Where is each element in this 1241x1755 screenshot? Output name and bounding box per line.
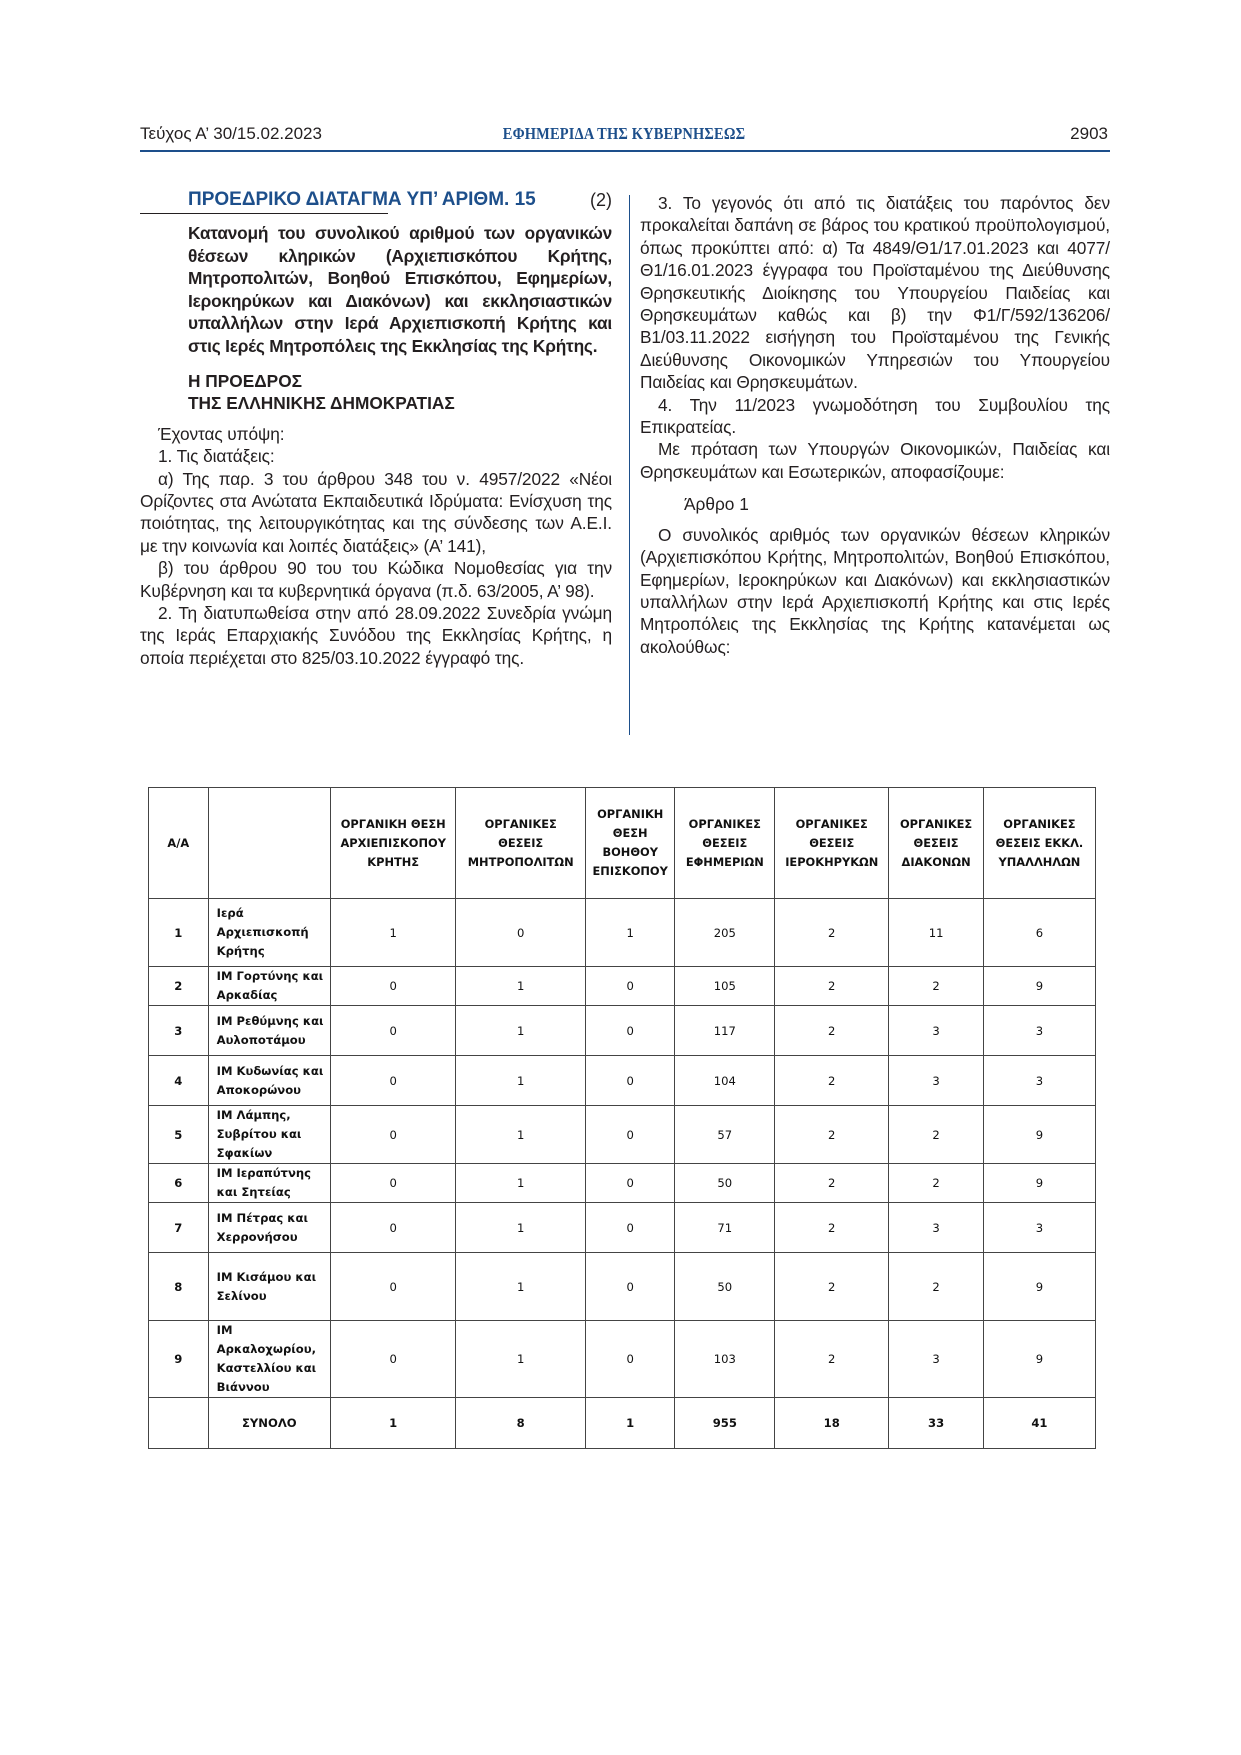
- left-column: [140, 188, 612, 669]
- cell-archbishop: 0: [330, 1253, 455, 1321]
- president-heading: [188, 370, 612, 415]
- table-row: [149, 1006, 1096, 1056]
- decree-title: [188, 188, 612, 214]
- header-archbishop: ΟΡΓΑΝΙΚΗ ΘΕΣΗ ΑΡΧΙΕΠΙΣΚΟΠΟΥ ΚΡΗΤΗΣ: [330, 788, 455, 899]
- right-column: [640, 192, 1110, 658]
- decree-title-text: ΠΡΟΕΔΡΙΚΟ ΔΙΑΤΑΓΜΑ ΥΠ’ ΑΡΙΘΜ. 15: [188, 189, 536, 210]
- cell-preachers: 2: [775, 1203, 889, 1253]
- cell-aa: 1: [149, 899, 209, 967]
- cell-priests: 57: [675, 1106, 775, 1164]
- header-employees: ΟΡΓΑΝΙΚΕΣ ΘΕΣΕΙΣ ΕΚΚΛ. ΥΠΑΛΛΗΛΩΝ: [983, 788, 1095, 899]
- total-cell-auxiliary-bishop: 1: [585, 1398, 674, 1449]
- cell-name: ΙΜ Ιεραπύτνης και Σητείας: [208, 1164, 330, 1203]
- article-text: Ο συνολικός αριθμός των οργανικών θέσεων κληρικών (Αρχιεπισκόπου Κρήτης, Μητροπολιτών, Βοηθού Επισκόπου, Εφημερίων, Ιεροκηρύκων και Διακόνων) και εκκλησιαστικών υπαλλήλων στην Ιερά Αρχιεπισκοπή Κρήτης και στις Ιερές Μητροπόλεις της Εκκλησίας της Κρήτης κατανέμεται ως ακολούθως:: [640, 524, 1110, 657]
- header-aa: Α/Α: [149, 788, 209, 899]
- cell-employees: 9: [983, 1253, 1095, 1321]
- cell-priests: 104: [675, 1056, 775, 1106]
- cell-name: ΙΜ Κυδωνίας και Αποκορώνου: [208, 1056, 330, 1106]
- cell-aa: 2: [149, 967, 209, 1006]
- cell-priests: 205: [675, 899, 775, 967]
- cell-metropolitans: 1: [456, 1006, 586, 1056]
- cell-deacons: 11: [889, 899, 984, 967]
- cell-priests: 50: [675, 1253, 775, 1321]
- cell-preachers: 2: [775, 1056, 889, 1106]
- cell-aa: 7: [149, 1203, 209, 1253]
- cell-aa: 8: [149, 1253, 209, 1321]
- table-row: [149, 1203, 1096, 1253]
- cell-employees: 3: [983, 1056, 1095, 1106]
- table-row: [149, 1164, 1096, 1203]
- cell-employees: 9: [983, 1106, 1095, 1164]
- table-row: [149, 1106, 1096, 1164]
- cell-name: ΙΜ Αρκαλοχωρίου, Καστελλίου και Βιάννου: [208, 1321, 330, 1398]
- table-row: [149, 1253, 1096, 1321]
- cell-aa: 4: [149, 1056, 209, 1106]
- total-cell-deacons: 33: [889, 1398, 984, 1449]
- cell-metropolitans: 0: [456, 899, 586, 967]
- cell-name: ΙΜ Πέτρας και Χερρονήσου: [208, 1203, 330, 1253]
- cell-preachers: 2: [775, 1164, 889, 1203]
- column-divider: [629, 195, 630, 735]
- cell-archbishop: 0: [330, 1321, 455, 1398]
- cell-deacons: 3: [889, 1006, 984, 1056]
- cell-preachers: 2: [775, 1006, 889, 1056]
- paragraph: 1. Τις διατάξεις:: [158, 446, 275, 467]
- president-line-1: Η ΠΡΟΕΔΡΟΣ: [188, 370, 303, 391]
- cell-employees: 3: [983, 1006, 1095, 1056]
- table-row: [149, 967, 1096, 1006]
- cell-auxiliary-bishop: 0: [585, 1164, 674, 1203]
- cell-archbishop: 0: [330, 1006, 455, 1056]
- total-cell-archbishop: 1: [330, 1398, 455, 1449]
- cell-auxiliary-bishop: 0: [585, 1253, 674, 1321]
- cell-auxiliary-bishop: 0: [585, 967, 674, 1006]
- cell-metropolitans: 1: [456, 1203, 586, 1253]
- total-cell-preachers: 18: [775, 1398, 889, 1449]
- table-row: [149, 899, 1096, 967]
- total-cell-priests: 955: [675, 1398, 775, 1449]
- decree-number-marker: (2): [590, 190, 612, 210]
- cell-preachers: 2: [775, 899, 889, 967]
- cell-metropolitans: 1: [456, 1106, 586, 1164]
- cell-auxiliary-bishop: 0: [585, 1006, 674, 1056]
- header-priests: ΟΡΓΑΝΙΚΕΣ ΘΕΣΕΙΣ ΕΦΗΜΕΡΙΩΝ: [675, 788, 775, 899]
- cell-metropolitans: 1: [456, 1321, 586, 1398]
- cell-employees: 9: [983, 1164, 1095, 1203]
- cell-priests: 105: [675, 967, 775, 1006]
- paragraph: β) του άρθρου 90 του του Κώδικα Νομοθεσίας για την Κυβέρνηση και τα κυβερνητικά όργανα (π.δ. 63/2005, Α’ 98).: [140, 558, 612, 601]
- cell-deacons: 2: [889, 1253, 984, 1321]
- cell-auxiliary-bishop: 1: [585, 899, 674, 967]
- header-name: [208, 788, 330, 899]
- issue-label: Τεύχος Α’ 30/15.02.2023: [140, 124, 322, 143]
- page-number: 2903: [1070, 124, 1108, 143]
- header-preachers: ΟΡΓΑΝΙΚΕΣ ΘΕΣΕΙΣ ΙΕΡΟΚΗΡΥΚΩΝ: [775, 788, 889, 899]
- header-auxiliary-bishop: ΟΡΓΑΝΙΚΗ ΘΕΣΗ ΒΟΗΘΟΥ ΕΠΙΣΚΟΠΟΥ: [585, 788, 674, 899]
- cell-priests: 103: [675, 1321, 775, 1398]
- paragraph: 3. Το γεγονός ότι από τις διατάξεις του παρόντος δεν προκαλείται δαπάνη σε βάρος του κρατικού προϋπολογισμού, όπως προκύπτει από: α) Τα 4849/Θ1/17.01.2023 και 4077/Θ1/16.01.2023 έγγραφα του Προϊσταμένου της Διεύθυνσης Θρησκευτικής Διοίκησης του Υπουργείου Παιδείας και Θρησκευμάτων καθώς και β) την Φ1/Γ/592/136206/Β1/03.11.2022 εισήγηση του Προϊσταμένου της Γενικής Διεύθυνσης Οικονομικών Υπηρεσιών του Υπουργείου Παιδείας και Θρησκευμάτων.: [640, 193, 1110, 393]
- table-row: [149, 1056, 1096, 1106]
- cell-name: ΙΜ Λάμπης, Συβρίτου και Σφακίων: [208, 1106, 330, 1164]
- gazette-title: ΕΦΗΜΕΡΙΔΑ ΤΗΣ ΚΥΒΕΡΝΗΣΕΩΣ: [502, 124, 746, 143]
- decree-subject: Κατανομή του συνολικού αριθμού των οργανικών θέσεων κληρικών (Αρχιεπισκόπου Κρήτης, Μητροπολιτών, Βοηθού Επισκόπου, Εφημερίων, Ιεροκηρύκων και Διακόνων) και εκκλησιαστικών υπαλλήλων στην Ιερά Αρχιεπισκοπή Κρήτης και στις Ιερές Μητροπόλεις της Εκκλησίας της Κρήτης.: [188, 223, 612, 356]
- cell-aa: 9: [149, 1321, 209, 1398]
- table-row: [149, 1321, 1096, 1398]
- allocation-table: [148, 787, 1096, 1449]
- header-rule: [140, 150, 1110, 152]
- cell-priests: 50: [675, 1164, 775, 1203]
- cell-employees: 9: [983, 967, 1095, 1006]
- total-cell-metropolitans: 8: [456, 1398, 586, 1449]
- cell-metropolitans: 1: [456, 1056, 586, 1106]
- article-heading: Άρθρο 1: [684, 494, 749, 515]
- cell-aa: 6: [149, 1164, 209, 1203]
- cell-auxiliary-bishop: 0: [585, 1203, 674, 1253]
- cell-auxiliary-bishop: 0: [585, 1321, 674, 1398]
- total-cell-employees: 41: [983, 1398, 1095, 1449]
- total-cell-name: ΣΥΝΟΛΟ: [208, 1398, 330, 1449]
- cell-archbishop: 0: [330, 1056, 455, 1106]
- cell-deacons: 2: [889, 1164, 984, 1203]
- page-header: [140, 124, 1108, 148]
- cell-name: Ιερά Αρχιεπισκοπή Κρήτης: [208, 899, 330, 967]
- paragraph: Με πρόταση των Υπουργών Οικονομικών, Παιδείας και Θρησκευμάτων και Εσωτερικών, αποφασίζουμε:: [640, 439, 1110, 482]
- paragraph: 2. Τη διατυπωθείσα στην από 28.09.2022 Συνεδρία γνώμη της Ιεράς Επαρχιακής Συνόδου της Εκκλησίας Κρήτης, η οποία περιέχεται στο 825/03.10.2022 έγγραφό της.: [140, 603, 612, 668]
- table-total-row: [149, 1398, 1096, 1449]
- cell-aa: 5: [149, 1106, 209, 1164]
- cell-deacons: 3: [889, 1321, 984, 1398]
- cell-preachers: 2: [775, 1106, 889, 1164]
- cell-preachers: 2: [775, 1321, 889, 1398]
- total-cell-aa: [149, 1398, 209, 1449]
- cell-auxiliary-bishop: 0: [585, 1056, 674, 1106]
- cell-archbishop: 0: [330, 1164, 455, 1203]
- header-deacons: ΟΡΓΑΝΙΚΕΣ ΘΕΣΕΙΣ ΔΙΑΚΟΝΩΝ: [889, 788, 984, 899]
- cell-auxiliary-bishop: 0: [585, 1106, 674, 1164]
- cell-archbishop: 0: [330, 1203, 455, 1253]
- cell-metropolitans: 1: [456, 1164, 586, 1203]
- cell-deacons: 2: [889, 967, 984, 1006]
- cell-preachers: 2: [775, 967, 889, 1006]
- cell-name: ΙΜ Κισάμου και Σελίνου: [208, 1253, 330, 1321]
- cell-metropolitans: 1: [456, 967, 586, 1006]
- cell-deacons: 3: [889, 1056, 984, 1106]
- cell-archbishop: 0: [330, 1106, 455, 1164]
- cell-deacons: 2: [889, 1106, 984, 1164]
- paragraph: Έχοντας υπόψη:: [158, 423, 285, 444]
- cell-priests: 117: [675, 1006, 775, 1056]
- cell-name: ΙΜ Ρεθύμνης και Αυλοποτάμου: [208, 1006, 330, 1056]
- cell-employees: 9: [983, 1321, 1095, 1398]
- header-metropolitans: ΟΡΓΑΝΙΚΕΣ ΘΕΣΕΙΣ ΜΗΤΡΟΠΟΛΙΤΩΝ: [456, 788, 586, 899]
- cell-archbishop: 0: [330, 967, 455, 1006]
- paragraph: 4. Την 11/2023 γνωμοδότηση του Συμβουλίου της Επικρατείας.: [640, 394, 1110, 438]
- cell-archbishop: 1: [330, 899, 455, 967]
- cell-aa: 3: [149, 1006, 209, 1056]
- cell-metropolitans: 1: [456, 1253, 586, 1321]
- table-header-row: [149, 788, 1096, 899]
- title-rule: [140, 213, 388, 214]
- cell-preachers: 2: [775, 1253, 889, 1321]
- cell-priests: 71: [675, 1203, 775, 1253]
- cell-name: ΙΜ Γορτύνης και Αρκαδίας: [208, 967, 330, 1006]
- cell-employees: 6: [983, 899, 1095, 967]
- paragraph: α) Της παρ. 3 του άρθρου 348 του ν. 4957/2022 «Νέοι Ορίζοντες στα Ανώτατα Εκπαιδευτικά Ιδρύματα: Ενίσχυση της ποιότητας, της λειτουργικότητας και της σύνδεσης των Α.Ε.Ι. με την κοινωνία και λοιπές διατάξεις» (Α’ 141),: [140, 468, 612, 556]
- cell-deacons: 3: [889, 1203, 984, 1253]
- president-line-2: ΤΗΣ ΕΛΛΗΝΙΚΗΣ ΔΗΜΟΚΡΑΤΙΑΣ: [188, 393, 455, 414]
- cell-employees: 3: [983, 1203, 1095, 1253]
